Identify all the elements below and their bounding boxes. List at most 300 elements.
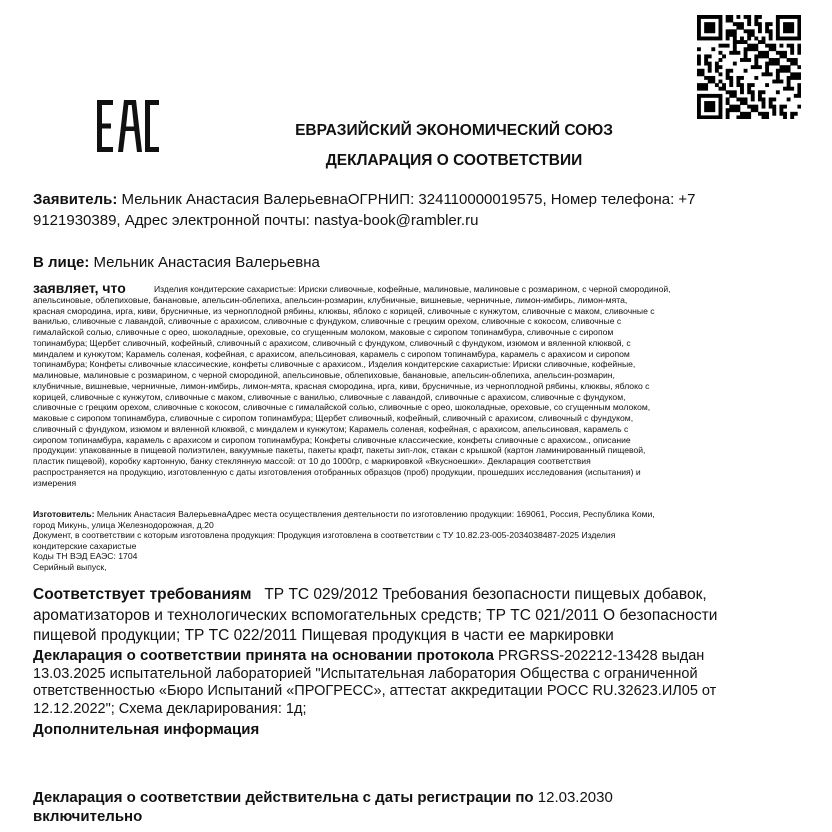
manufacturer-label: Изготовитель: bbox=[33, 509, 95, 519]
qr-module bbox=[769, 29, 773, 33]
qr-module bbox=[797, 72, 801, 76]
qr-module bbox=[797, 51, 801, 55]
qr-module bbox=[726, 19, 730, 23]
qr-module bbox=[794, 58, 798, 62]
qr-module bbox=[769, 47, 773, 51]
qr-module bbox=[697, 87, 701, 91]
manufacturer-line-2: город Микунь, улица Железнодорожная, д.20 bbox=[33, 519, 214, 530]
qr-module bbox=[787, 69, 791, 73]
qr-module bbox=[776, 19, 780, 23]
additional-info-label: Дополнительная информация bbox=[33, 721, 260, 738]
qr-module bbox=[733, 37, 737, 41]
qr-module bbox=[708, 80, 712, 84]
description-line: ванилью, сливочные с лавандой, сливочные с арахисом, сливочные с фундуком, сливочные с грецким орехом, сливочные с кокосом, сливочные с bbox=[33, 316, 622, 327]
description-line: топинамбура; Конфеты сливочные классические, конфеты сливочные с арахисом., Изделия кондитерские сахаристые: Ириски сливочные, кофейные, bbox=[33, 359, 636, 370]
qr-module bbox=[704, 22, 708, 26]
qr-module bbox=[779, 65, 783, 69]
qr-module bbox=[704, 94, 708, 98]
qr-module bbox=[697, 37, 701, 41]
qr-module bbox=[790, 47, 794, 51]
qr-module bbox=[744, 69, 748, 73]
qr-module bbox=[779, 15, 783, 19]
qr-module bbox=[769, 22, 773, 26]
qr-module bbox=[794, 94, 798, 98]
qr-module bbox=[697, 94, 701, 98]
qr-module bbox=[697, 97, 701, 101]
qr-module bbox=[783, 37, 787, 41]
qr-module bbox=[769, 33, 773, 37]
applicant-label: Заявитель: bbox=[33, 191, 118, 208]
qr-module bbox=[794, 112, 798, 116]
qr-module bbox=[776, 26, 780, 30]
qr-module bbox=[747, 112, 751, 116]
qr-module bbox=[779, 69, 783, 73]
qr-module bbox=[776, 58, 780, 62]
description-line: сиропом топинамбура, карамель с арахисом и сиропом топинамбура; Конфеты сливочные классические, конфеты сливочные с арахисом., описание bbox=[33, 434, 631, 445]
qr-module bbox=[787, 83, 791, 87]
qr-module bbox=[751, 47, 755, 51]
qr-code-icon bbox=[697, 15, 801, 119]
qr-module bbox=[729, 29, 733, 33]
qr-module bbox=[797, 90, 801, 94]
qr-module bbox=[747, 33, 751, 37]
qr-module bbox=[697, 58, 701, 62]
qr-module bbox=[708, 22, 712, 26]
qr-module bbox=[765, 112, 769, 116]
qr-module bbox=[772, 80, 776, 84]
compliance-block bbox=[33, 585, 803, 647]
manufacturer-value: Мельник Анастасия ВалерьевнаАдрес места осуществления деятельности по изготовлению продукции: 169061, Россия, Республика Коми, bbox=[96, 509, 655, 519]
description-line: топинамбура; Щербет сливочный, кофейный, сливочный с арахисом, сливочный с фундуком, сливочный с фундуком, изюмом и вяленной клюквой, с bbox=[33, 337, 631, 348]
qr-module bbox=[754, 54, 758, 58]
qr-module bbox=[701, 72, 705, 76]
qr-module bbox=[726, 112, 730, 116]
qr-module bbox=[715, 62, 719, 66]
qr-module bbox=[736, 108, 740, 112]
qr-module bbox=[797, 76, 801, 80]
qr-module bbox=[758, 15, 762, 19]
qr-module bbox=[740, 37, 744, 41]
qr-module bbox=[740, 101, 744, 105]
qr-module bbox=[776, 80, 780, 84]
qr-module bbox=[740, 90, 744, 94]
qr-module bbox=[797, 29, 801, 33]
qr-module bbox=[747, 90, 751, 94]
qr-module bbox=[772, 97, 776, 101]
qr-module bbox=[733, 47, 737, 51]
qr-module bbox=[704, 58, 708, 62]
qr-module bbox=[758, 51, 762, 55]
person-value: Мельник Анастасия Валерьевна bbox=[93, 254, 320, 271]
qr-module bbox=[697, 69, 701, 73]
qr-module bbox=[762, 101, 766, 105]
qr-module bbox=[729, 108, 733, 112]
qr-module bbox=[754, 44, 758, 48]
qr-module bbox=[733, 94, 737, 98]
protocol-block bbox=[33, 647, 803, 718]
qr-module bbox=[704, 15, 708, 19]
qr-module bbox=[719, 101, 723, 105]
qr-module bbox=[697, 105, 701, 109]
qr-module bbox=[765, 44, 769, 48]
qr-module bbox=[733, 40, 737, 44]
qr-module bbox=[765, 26, 769, 30]
qr-module bbox=[797, 33, 801, 37]
qr-module bbox=[708, 37, 712, 41]
qr-module bbox=[787, 29, 791, 33]
qr-module bbox=[751, 90, 755, 94]
qr-module bbox=[722, 87, 726, 91]
qr-module bbox=[715, 65, 719, 69]
qr-module bbox=[719, 29, 723, 33]
qr-module bbox=[726, 29, 730, 33]
qr-module bbox=[697, 115, 701, 119]
qr-module bbox=[697, 101, 701, 105]
qr-module bbox=[719, 115, 723, 119]
qr-module bbox=[783, 105, 787, 109]
qr-module bbox=[769, 72, 773, 76]
qr-module bbox=[779, 44, 783, 48]
qr-module bbox=[787, 76, 791, 80]
qr-module bbox=[740, 26, 744, 30]
qr-module bbox=[754, 105, 758, 109]
qr-module bbox=[736, 26, 740, 30]
qr-module bbox=[697, 62, 701, 66]
qr-module bbox=[762, 97, 766, 101]
qr-module bbox=[783, 51, 787, 55]
qr-module bbox=[719, 112, 723, 116]
qr-module bbox=[754, 37, 758, 41]
qr-module bbox=[772, 47, 776, 51]
qr-module bbox=[758, 22, 762, 26]
qr-module bbox=[704, 37, 708, 41]
qr-module bbox=[701, 15, 705, 19]
qr-module bbox=[787, 37, 791, 41]
qr-module bbox=[715, 115, 719, 119]
qr-module bbox=[719, 15, 723, 19]
qr-module bbox=[794, 72, 798, 76]
qr-module bbox=[697, 22, 701, 26]
qr-module bbox=[772, 112, 776, 116]
document-title: ДЕКЛАРАЦИЯ О СООТВЕТСТВИИ bbox=[325, 152, 583, 169]
qr-module bbox=[733, 62, 737, 66]
qr-module bbox=[697, 26, 701, 30]
qr-module bbox=[765, 72, 769, 76]
qr-module bbox=[765, 22, 769, 26]
compliance-line-3: пищевой продукции; ТР ТС 022/2011 Пищевая продукция в части ее маркировки bbox=[33, 627, 614, 644]
qr-module bbox=[797, 94, 801, 98]
qr-module bbox=[776, 76, 780, 80]
qr-module bbox=[765, 29, 769, 33]
qr-module bbox=[772, 108, 776, 112]
validity-date: 12.03.2030 bbox=[537, 789, 613, 806]
qr-module bbox=[729, 94, 733, 98]
description-line: сливочный с фундуком, изюмом и вяленной клюквой, с миндалем и кунжутом; Карамель соленая, кофейная, с арахисом, апельсиновая, карамель с bbox=[33, 423, 629, 434]
qr-module bbox=[747, 58, 751, 62]
qr-module bbox=[697, 29, 701, 33]
qr-module bbox=[711, 94, 715, 98]
qr-module bbox=[783, 115, 787, 119]
qr-module bbox=[790, 76, 794, 80]
qr-module bbox=[751, 29, 755, 33]
qr-module bbox=[736, 97, 740, 101]
description-line: корицей, сливочные с кунжутом, сливочные с маком, сливочные с ванилью, сливочные с лавандой, сливочные с арахисом, сливочные с фундуком, bbox=[33, 391, 626, 402]
qr-module bbox=[776, 22, 780, 26]
qr-module bbox=[787, 87, 791, 91]
codes-line: Коды ТН ВЭД ЕАЭС: 1704 bbox=[33, 551, 138, 562]
qr-module bbox=[797, 47, 801, 51]
qr-module bbox=[726, 90, 730, 94]
qr-module bbox=[740, 22, 744, 26]
qr-module bbox=[787, 65, 791, 69]
qr-module bbox=[783, 22, 787, 26]
qr-module bbox=[790, 115, 794, 119]
qr-module bbox=[762, 37, 766, 41]
qr-module bbox=[711, 80, 715, 84]
qr-module bbox=[715, 94, 719, 98]
qr-module bbox=[711, 22, 715, 26]
qr-module bbox=[711, 15, 715, 19]
qr-module bbox=[790, 22, 794, 26]
qr-module bbox=[783, 26, 787, 30]
qr-module bbox=[762, 115, 766, 119]
qr-module bbox=[715, 69, 719, 73]
qr-module bbox=[772, 44, 776, 48]
qr-module bbox=[769, 37, 773, 41]
qr-module bbox=[762, 90, 766, 94]
qr-module bbox=[751, 33, 755, 37]
qr-module bbox=[790, 29, 794, 33]
qr-module bbox=[765, 83, 769, 87]
qr-module bbox=[772, 62, 776, 66]
qr-module bbox=[787, 44, 791, 48]
qr-module bbox=[736, 40, 740, 44]
qr-module bbox=[701, 115, 705, 119]
qr-module bbox=[754, 19, 758, 23]
qr-module bbox=[779, 37, 783, 41]
compliance-line-2: ароматизаторов и технологических вспомогательных средств; ТР ТС 021/2011 О безопасности bbox=[33, 606, 718, 624]
compliance-line-1 bbox=[33, 585, 803, 606]
qr-module bbox=[787, 26, 791, 30]
qr-module bbox=[719, 80, 723, 84]
description-line: красная смородина, ирга, киви, брусничные, из черноплодной рябины, клюквы, яблоко с корицей, сливочные с кунжутом, сливочные с маком, сливочные с bbox=[33, 305, 655, 316]
qr-module bbox=[715, 15, 719, 19]
qr-module bbox=[751, 97, 755, 101]
qr-module bbox=[704, 29, 708, 33]
protocol-line-1 bbox=[33, 647, 803, 666]
qr-module bbox=[747, 19, 751, 23]
qr-module bbox=[697, 72, 701, 76]
qr-module bbox=[765, 115, 769, 119]
qr-module bbox=[787, 58, 791, 62]
qr-module bbox=[733, 108, 737, 112]
applicant-value: Мельник Анастасия ВалерьевнаОГРНИП: 324110000019575, Номер телефона: +7 bbox=[121, 191, 696, 208]
qr-module bbox=[797, 19, 801, 23]
qr-module bbox=[701, 87, 705, 91]
qr-module bbox=[729, 33, 733, 37]
org-title: ЕВРАЗИЙСКИЙ ЭКОНОМИЧЕСКИЙ СОЮЗ bbox=[295, 122, 613, 139]
qr-module bbox=[729, 69, 733, 73]
qr-module bbox=[740, 76, 744, 80]
qr-module bbox=[722, 54, 726, 58]
qr-module bbox=[751, 105, 755, 109]
qr-module bbox=[736, 76, 740, 80]
qr-module bbox=[776, 90, 780, 94]
qr-module bbox=[697, 112, 701, 116]
qr-module bbox=[758, 112, 762, 116]
qr-module bbox=[733, 29, 737, 33]
qr-module bbox=[733, 22, 737, 26]
qr-module bbox=[711, 105, 715, 109]
qr-module bbox=[747, 115, 751, 119]
qr-module bbox=[794, 76, 798, 80]
qr-module bbox=[733, 105, 737, 109]
qr-module bbox=[797, 22, 801, 26]
qr-module bbox=[697, 83, 701, 87]
qr-module bbox=[744, 112, 748, 116]
qr-code-graphic bbox=[697, 15, 801, 119]
declares-label: заявляет, что bbox=[33, 280, 126, 296]
qr-module bbox=[719, 37, 723, 41]
qr-module bbox=[708, 76, 712, 80]
qr-module bbox=[708, 29, 712, 33]
qr-module bbox=[740, 112, 744, 116]
qr-module bbox=[783, 65, 787, 69]
qr-module bbox=[719, 44, 723, 48]
qr-module bbox=[719, 51, 723, 55]
qr-module bbox=[758, 40, 762, 44]
qr-module bbox=[719, 105, 723, 109]
qr-module bbox=[719, 97, 723, 101]
protocol-line-2: 13.03.2025 испытательной лабораторией "Испытательная лаборатория Общества с ограниченной bbox=[33, 665, 698, 682]
qr-module bbox=[708, 62, 712, 66]
qr-module bbox=[719, 65, 723, 69]
qr-module bbox=[744, 47, 748, 51]
qr-module bbox=[697, 19, 701, 23]
qr-module bbox=[797, 105, 801, 109]
qr-module bbox=[790, 15, 794, 19]
qr-module bbox=[790, 87, 794, 91]
qr-module bbox=[708, 94, 712, 98]
qr-module bbox=[765, 69, 769, 73]
qr-module bbox=[765, 62, 769, 66]
qr-module bbox=[797, 15, 801, 19]
qr-module bbox=[754, 108, 758, 112]
qr-module bbox=[740, 97, 744, 101]
qr-module bbox=[787, 15, 791, 19]
qr-module bbox=[758, 90, 762, 94]
description-line: Изделия кондитерские сахаристые: Ириски сливочные, кофейные, малиновые, малиновые с розмарином, с черной смородиной, bbox=[154, 284, 671, 294]
description-line: измерения bbox=[33, 477, 77, 488]
qr-module bbox=[740, 87, 744, 91]
applicant-line-1 bbox=[33, 189, 803, 210]
qr-module bbox=[744, 115, 748, 119]
qr-module bbox=[701, 69, 705, 73]
qr-module bbox=[772, 105, 776, 109]
qr-module bbox=[790, 51, 794, 55]
person-block bbox=[33, 252, 803, 273]
qr-module bbox=[708, 15, 712, 19]
qr-module bbox=[776, 62, 780, 66]
qr-module bbox=[726, 76, 730, 80]
qr-module bbox=[790, 62, 794, 66]
qr-module bbox=[729, 19, 733, 23]
qr-module bbox=[708, 115, 712, 119]
qr-module bbox=[711, 76, 715, 80]
qr-module bbox=[797, 26, 801, 30]
qr-module bbox=[747, 15, 751, 19]
details-block bbox=[33, 509, 803, 573]
qr-module bbox=[726, 72, 730, 76]
qr-module bbox=[754, 58, 758, 62]
validity-line-1 bbox=[33, 788, 803, 807]
qr-module bbox=[754, 47, 758, 51]
qr-module bbox=[744, 40, 748, 44]
qr-module bbox=[779, 105, 783, 109]
applicant-line-2: 9121930389, Адрес электронной почты: nastya-book@rambler.ru bbox=[33, 212, 479, 229]
qr-module bbox=[747, 37, 751, 41]
person-label: В лице: bbox=[33, 254, 90, 271]
qr-module bbox=[776, 37, 780, 41]
qr-module bbox=[704, 101, 708, 105]
qr-module bbox=[701, 83, 705, 87]
qr-module bbox=[708, 108, 712, 112]
qr-module bbox=[751, 108, 755, 112]
qr-module bbox=[708, 101, 712, 105]
qr-module bbox=[762, 112, 766, 116]
validity-label: Декларация о соответствии действительна с даты регистрации по bbox=[33, 789, 534, 806]
qr-module bbox=[729, 80, 733, 84]
qr-module bbox=[754, 76, 758, 80]
qr-module bbox=[797, 87, 801, 91]
qr-module bbox=[736, 105, 740, 109]
compliance-label: Соответствует требованиям bbox=[33, 586, 252, 603]
qr-module bbox=[790, 37, 794, 41]
qr-module bbox=[754, 65, 758, 69]
description-line: распространяется на продукцию, изготовленную с даты изготовления отобранных образцов (проб) продукции, прошедших исследования (испытания) и bbox=[33, 466, 641, 477]
serial-line: Серийный выпуск, bbox=[33, 561, 107, 572]
qr-module bbox=[751, 83, 755, 87]
qr-module bbox=[779, 112, 783, 116]
qr-module bbox=[744, 101, 748, 105]
qr-module bbox=[740, 40, 744, 44]
qr-module bbox=[719, 87, 723, 91]
qr-module bbox=[744, 15, 748, 19]
qr-module bbox=[783, 112, 787, 116]
qr-module bbox=[794, 37, 798, 41]
qr-module bbox=[733, 33, 737, 37]
validity-block bbox=[33, 788, 803, 826]
qr-module bbox=[787, 80, 791, 84]
qr-module bbox=[758, 65, 762, 69]
description-line: малиновые, малиновые с розмарином, с черной смородиной, апельсиновые, облепиховые, банановые, апельсин-облепиха, апельсин-розмарин, bbox=[33, 370, 615, 380]
qr-module bbox=[747, 105, 751, 109]
qr-module bbox=[711, 115, 715, 119]
description-line: продукции: упакованные в пищевой полиэтилен, вакуумные пакеты, пакеты крафт, пакеты зип-лок, стакан с крышкой (картон ламинированный пищевой, bbox=[33, 445, 646, 456]
qr-module bbox=[704, 76, 708, 80]
qr-module bbox=[779, 54, 783, 58]
qr-module bbox=[794, 15, 798, 19]
qr-module bbox=[744, 58, 748, 62]
qr-module bbox=[751, 65, 755, 69]
qr-module bbox=[776, 29, 780, 33]
qr-module bbox=[708, 105, 712, 109]
qr-module bbox=[719, 108, 723, 112]
qr-module bbox=[726, 97, 730, 101]
qr-module bbox=[744, 29, 748, 33]
qr-module bbox=[797, 44, 801, 48]
qr-module bbox=[744, 54, 748, 58]
